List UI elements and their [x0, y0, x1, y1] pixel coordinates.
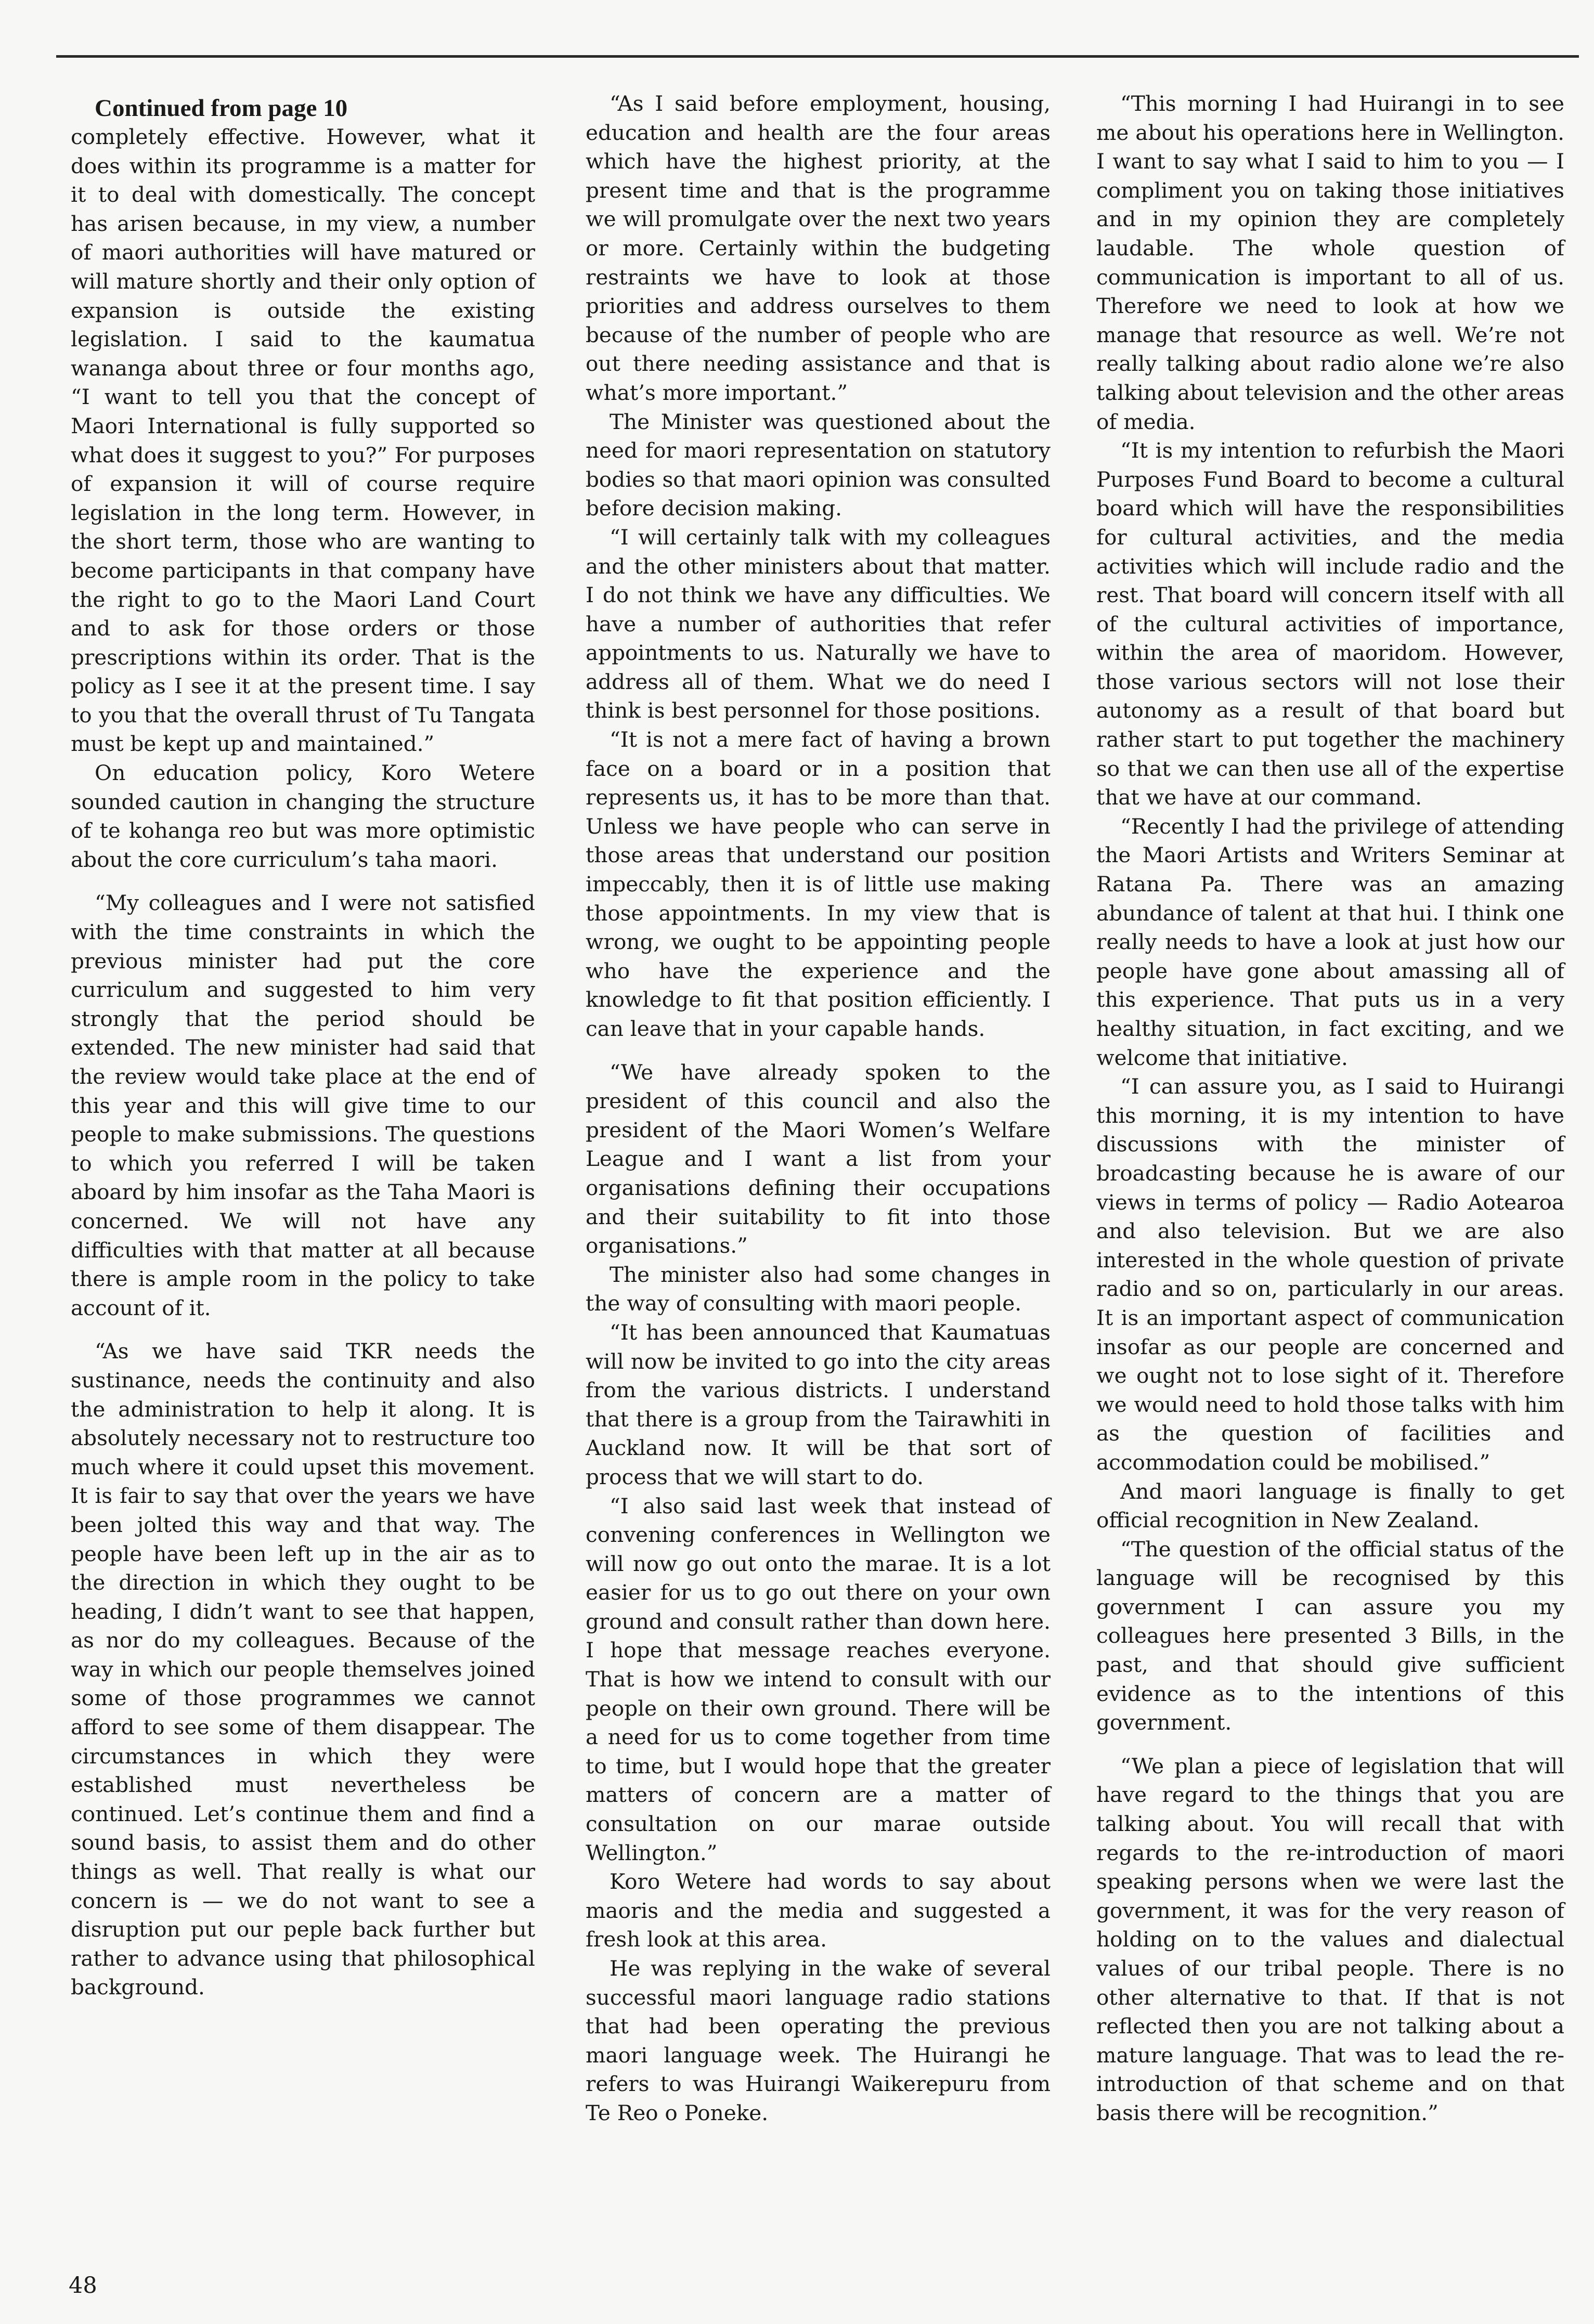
- paragraph: “The question of the official status of the language will be recognised by this government I can assure you my colleagues here presented 3 Bills, in the past, and that should give sufficient evidence as to the intentions of this government.: [1096, 1536, 1564, 1735]
- paragraph: “As I said before employment, housing, education and health are the four areas which have the highest priority, at the present time and that is the programme we will promulgate over the next two years or more. Certainly within the budgeting restraints we have to look at those priorities and address ourselves to them because of the number of people who are out there needing assistance and that is what’s more important.”: [586, 91, 1051, 405]
- paragraph: “We plan a piece of legislation that will have regard to the things that you are talking about. You will recall that with regards to the re-introduction of maori speaking persons when we were last the government, it was for the very reason of holding on to the values and dialectual values of our tribal people. There is no other alternative to that. If that is not reflected then you are not talking about a mature language. That was to lead the re-introduction of that scheme and on that basis there will be recognition.”: [1096, 1753, 1564, 2125]
- paragraph: “I can assure you, as I said to Huirangi this morning, it is my intention to have discussions with the minister of broadcasting because he is aware of our views in terms of policy — Radio Aotearoa and also television. But we are also interested in the whole question of private radio and so on, particularly in our areas. It is an important aspect of communication insofar as our people are concerned and we ought not to lose sight of it. Therefore we would need to hold those talks with him as the question of facilities and accommodation could be mobilised.”: [1096, 1074, 1564, 1475]
- paragraph: On education policy, Koro Wetere sounded caution in changing the structure of te kohanga reo but was more optimistic about the core curriculum’s taha maori.: [71, 760, 535, 872]
- paragraph: “It has been announced that Kaumatuas will now be invited to go into the city areas from the various districts. I understand that there is a group from the Tairawhiti in Auckland now. It will be that sort of process that we will start to do.: [586, 1319, 1051, 1489]
- column-2: [586, 89, 1051, 2128]
- page-number: 48: [69, 2273, 97, 2299]
- paragraph: “I will certainly talk with my colleagues and the other ministers about that matter. I do not think we have any difficulties. We have a number of authorities that refer appointments to us. Naturally we have to address all of them. What we do need I think is best personnel for those positions.: [586, 524, 1051, 723]
- paragraph: “My colleagues and I were not satisfied with the time constraints in which the previous minister had put the core curriculum and suggested to him very strongly that the period should be extended. The new minister had said that the review would take place at the end of this year and this will give time to our people to make submissions. The questions to which you referred I will be taken aboard by him insofar as the Taha Maori is concerned. We will not have any difficulties with that matter at all because there is ample room in the policy to take account of it.: [71, 890, 535, 1320]
- paragraph: The Minister was questioned about the need for maori representation on statutory bodies so that maori opinion was consulted before decision making.: [586, 409, 1051, 521]
- paragraph: “It is not a mere fact of having a brown face on a board or in a position that represents us, it has to be more than that. Unless we have people who can serve in those areas that understand our position impeccably, then it is of little use making those appointments. In my view that is wrong, we ought to be appointing people who have the experience and the knowledge to fit that position efficiently. I can leave that in your capable hands.: [586, 727, 1051, 1041]
- paragraph: completely effective. However, what it does within its programme is a matter for it to deal with domestically. The concept has arisen because, in my view, a number of maori authorities will have matured or will mature shortly and their only option of expansion is outside the existing legislation. I said to the kaumatua wananga about three or four months ago, “I want to tell you that the concept of Maori International is fully supported so what does it suggest to you?” For purposes of expansion it will of course require legislation in the long term. However, in the short term, those who are wanting to become participants in that company have the right to go to the Maori Land Court and to ask for those orders or those prescriptions within its order. That is the policy as I see it at the present time. I say to you that the overall thrust of Tu Tangata must be kept up and maintained.”: [71, 124, 535, 757]
- paragraph: “We have already spoken to the president of this council and also the president of the Maori Women’s Welfare League and I want a list from your organisations defining their occupations and their suitability to fit into those organisations.”: [586, 1059, 1051, 1258]
- paragraph: Koro Wetere had words to say about maoris and the media and suggested a fresh look at this area.: [586, 1869, 1051, 1952]
- paragraph: “Recently I had the privilege of attending the Maori Artists and Writers Seminar at Ratana Pa. There was an amazing abundance of talent at that hui. I think one really needs to have a look at just how our people have gone about amassing all of this experience. That puts us in a very healthy situation, in fact exciting, and we welcome that initiative.: [1096, 813, 1564, 1070]
- column-1: [71, 94, 535, 2002]
- paragraph: “As we have said TKR needs the sustinance, needs the continuity and also the administration to help it along. It is absolutely necessary not to restructure too much where it could upset this movement. It is fair to say that over the years we have been jolted this way and that way. The people have been left up in the air as to the direction in which they ought to be heading, I didn’t want to see that happen, as nor do my colleagues. Because of the way in which our people themselves joined some of those programmes we cannot afford to see some of them disappear. The circumstances in which they were established must nevertheless be continued. Let’s continue them and find a sound basis, to assist them and do other things as well. That really is what our concern is — we do not want to see a disruption put our peple back further but rather to advance using that philosophical background.: [71, 1339, 535, 2000]
- paragraph: “It is my intention to refurbish the Maori Purposes Fund Board to become a cultural board which will have the responsibilities for cultural activities, and the media activities which will include radio and the rest. That board will concern itself with all of the cultural activities of importance, within the area of maoridom. However, those various sectors will not lose their autonomy as a result of that board but rather start to put together the machinery so that we can then use all of the expertise that we have at our command.: [1096, 438, 1564, 810]
- top-rule: [56, 55, 1579, 58]
- paragraph: The minister also had some changes in the way of consulting with maori people.: [586, 1262, 1051, 1316]
- paragraph: “This morning I had Huirangi in to see me about his operations here in Wellington. I want to say what I said to him to you — I compliment you on taking those initiatives and in my opinion they are completely laudable. The whole question of communication is important to all of us. Therefore we need to look at how we manage that resource as well. We’re not really talking about radio alone we’re also talking about television and the other areas of media.: [1096, 91, 1564, 434]
- continued-heading: Continued from page 10: [95, 95, 348, 122]
- column-3: [1096, 89, 1564, 2128]
- paragraph: And maori language is finally to get official recognition in New Zealand.: [1096, 1478, 1564, 1533]
- paragraph: “I also said last week that instead of convening conferences in Wellington we will now go out onto the marae. It is a lot easier for us to go out there on your own ground and consult rather than down here. I hope that message reaches everyone. That is how we intend to consult with our people on their own ground. There will be a need for us to come together from time to time, but I would hope that the greater matters of concern are a matter of consultation on our marae outside Wellington.”: [586, 1493, 1051, 1865]
- paragraph: He was replying in the wake of several successful maori language radio stations that had been operating the previous maori language week. The Huirangi he refers to was Huirangi Waikerepuru from Te Reo o Poneke.: [586, 1956, 1051, 2125]
